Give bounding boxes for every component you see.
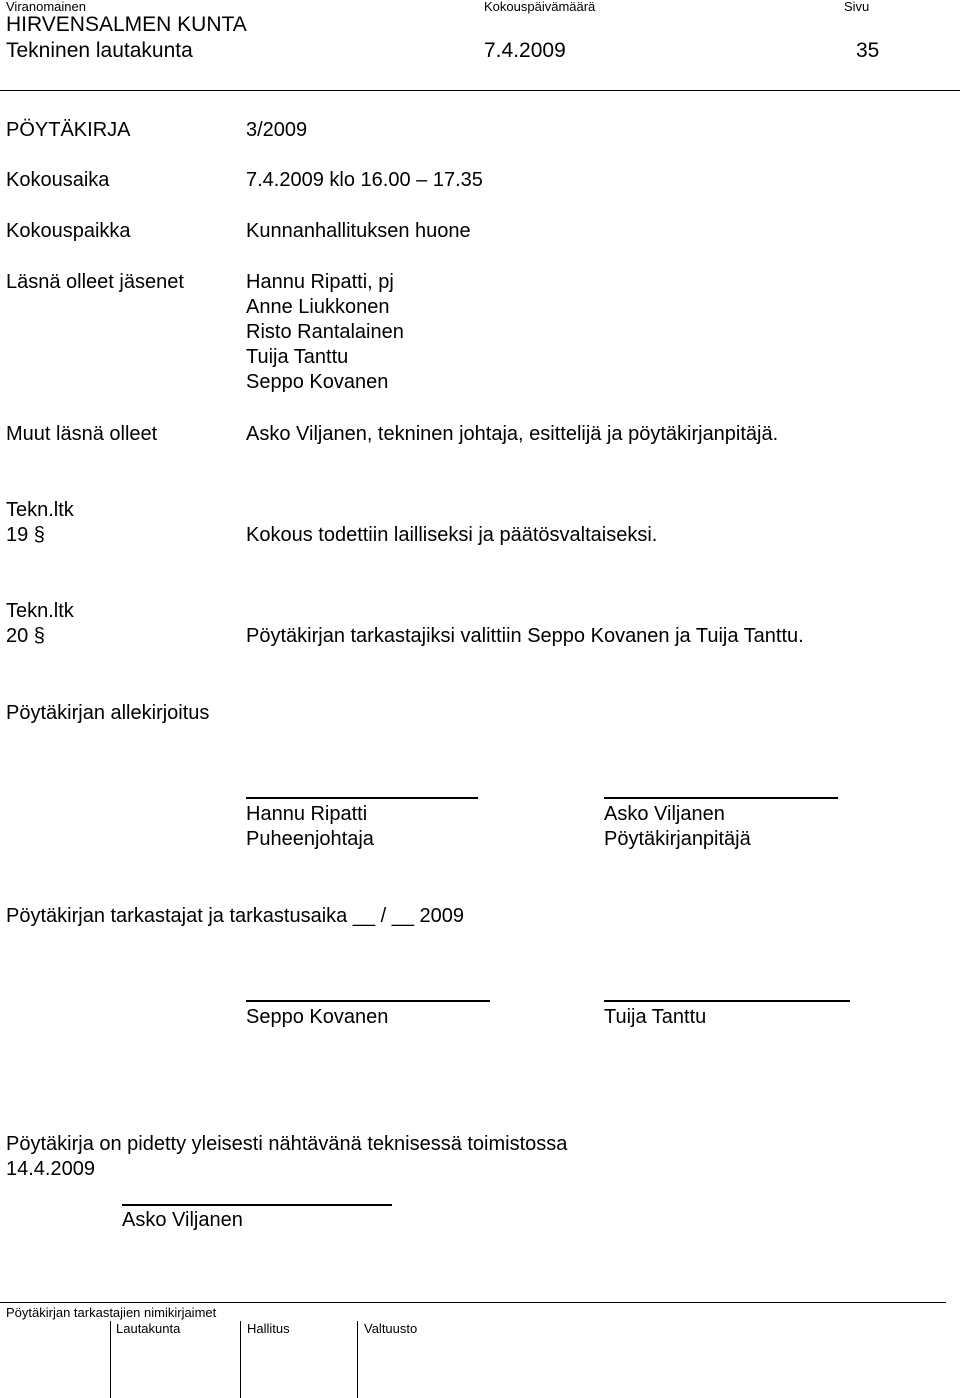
reviewer-2-name: Tuija Tanttu xyxy=(604,1006,707,1028)
posting-text: Pöytäkirja on pidetty yleisesti nähtävänä teknisessä toimistossa xyxy=(6,1133,568,1155)
section-20-ref xyxy=(6,599,74,649)
footer-column-divider xyxy=(357,1321,358,1398)
member-name: Risto Rantalainen xyxy=(246,321,404,343)
footer-initials-label: Pöytäkirjan tarkastajien nimikirjaimet xyxy=(6,1305,217,1320)
place-label: Kokouspaikka xyxy=(6,220,131,242)
member-name: Anne Liukkonen xyxy=(246,296,390,318)
reviewer-1-name: Seppo Kovanen xyxy=(246,1006,389,1028)
organization-name: HIRVENSALMEN KUNTA xyxy=(6,13,247,36)
signature-line-posting xyxy=(122,1204,392,1206)
member-name: Tuija Tanttu xyxy=(246,346,349,368)
section-number: 19 § xyxy=(6,524,45,546)
posting-date: 14.4.2009 xyxy=(6,1158,95,1180)
section-19-ref xyxy=(6,498,74,548)
section-ref-label: Tekn.ltk xyxy=(6,600,74,622)
doc-number: 3/2009 xyxy=(246,119,308,141)
footer-column-divider xyxy=(240,1321,241,1398)
board-name: Tekninen lautakunta xyxy=(6,39,193,62)
signature-line-reviewer-1 xyxy=(246,1000,490,1002)
member-list xyxy=(246,270,404,395)
doc-type-label: PÖYTÄKIRJA xyxy=(6,119,131,141)
footer-col-valtuusto: Valtuusto xyxy=(364,1321,418,1336)
place-value: Kunnanhallituksen huone xyxy=(246,220,471,242)
time-value: 7.4.2009 klo 16.00 – 17.35 xyxy=(246,169,483,191)
signature-label: Pöytäkirjan allekirjoitus xyxy=(6,702,210,724)
chair-name: Hannu Ripatti xyxy=(246,803,368,825)
header-page-number: 35 xyxy=(856,39,880,62)
chair-role: Puheenjohtaja xyxy=(246,828,374,850)
signature-line-reviewer-2 xyxy=(604,1000,850,1002)
others-value: Asko Viljanen, tekninen johtaja, esittelijä ja pöytäkirjanpitäjä. xyxy=(246,423,779,445)
time-label: Kokousaika xyxy=(6,169,110,191)
header-label-page: Sivu xyxy=(844,0,870,14)
header-divider xyxy=(0,90,960,91)
signature-line-chair xyxy=(246,797,478,799)
signature-line-secretary xyxy=(604,797,838,799)
footer-col-hallitus: Hallitus xyxy=(247,1321,290,1336)
footer-column-divider xyxy=(110,1321,111,1398)
header-label-viranomainen: Viranomainen xyxy=(6,0,86,14)
footer-col-lautakunta: Lautakunta xyxy=(116,1321,181,1336)
header-label-date: Kokouspäivämäärä xyxy=(484,0,596,14)
section-ref-label: Tekn.ltk xyxy=(6,499,74,521)
section-number: 20 § xyxy=(6,625,45,647)
others-label: Muut läsnä olleet xyxy=(6,423,158,445)
member-name: Seppo Kovanen xyxy=(246,371,389,393)
member-name: Hannu Ripatti, pj xyxy=(246,271,394,293)
section-19-text: Kokous todettiin lailliseksi ja päätösvaltaiseksi. xyxy=(246,524,658,546)
section-20-text: Pöytäkirjan tarkastajiksi valittiin Seppo Kovanen ja Tuija Tanttu. xyxy=(246,625,804,647)
review-label: Pöytäkirjan tarkastajat ja tarkastusaika __ / __ 2009 xyxy=(6,905,465,927)
members-label: Läsnä olleet jäsenet xyxy=(6,271,184,293)
posting-signer: Asko Viljanen xyxy=(122,1209,243,1231)
secretary-role: Pöytäkirjanpitäjä xyxy=(604,828,751,850)
footer-divider xyxy=(0,1302,946,1303)
secretary-name: Asko Viljanen xyxy=(604,803,725,825)
header-date: 7.4.2009 xyxy=(484,39,566,62)
